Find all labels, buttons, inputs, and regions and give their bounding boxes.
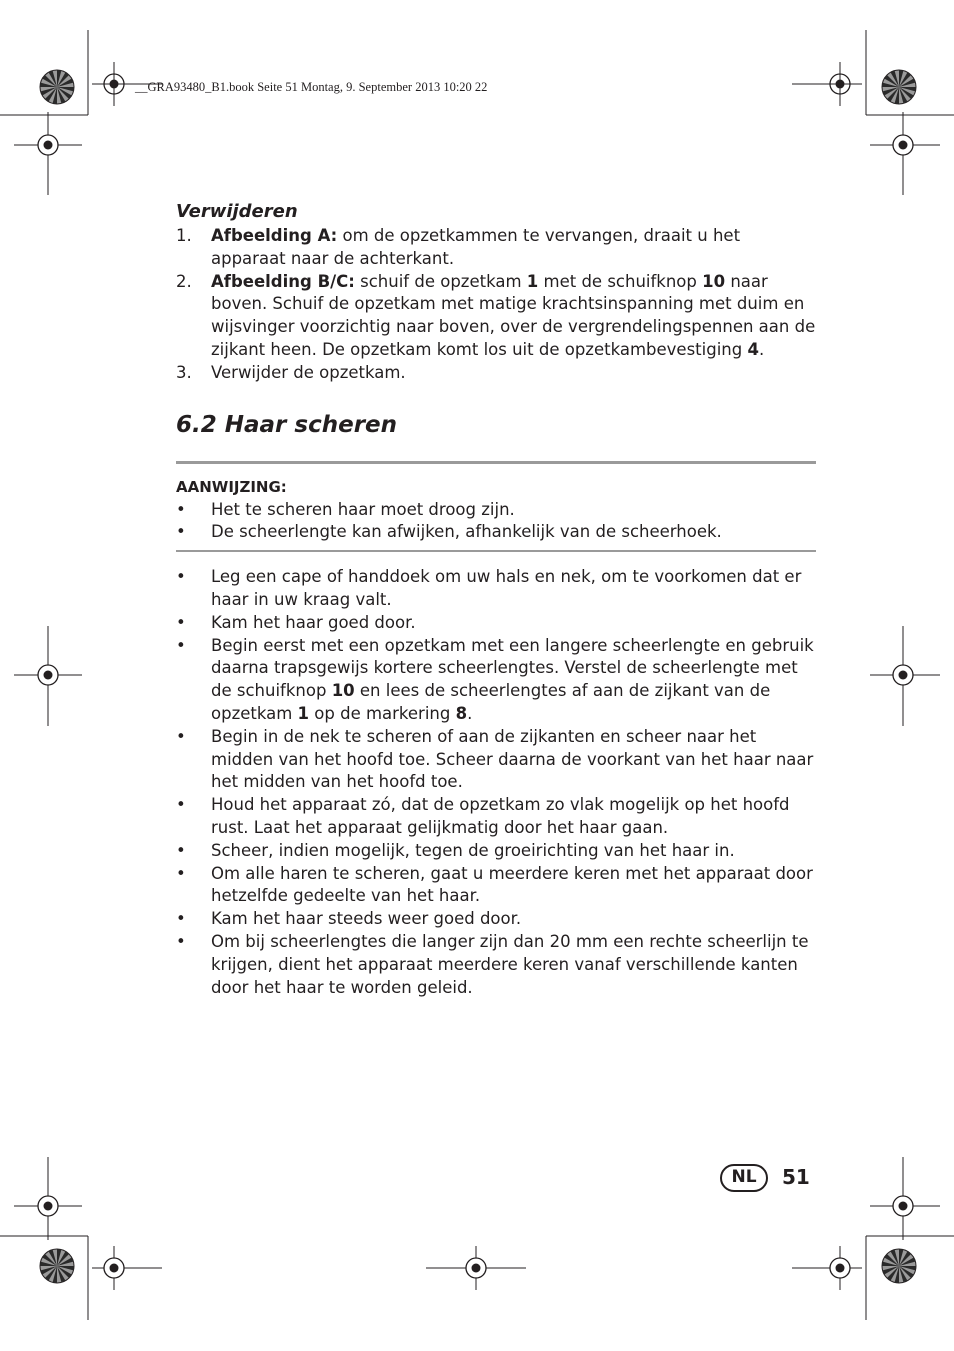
instruction-item bbox=[176, 931, 816, 999]
removal-steps-list bbox=[176, 225, 816, 385]
section-heading: 6.2 Haar scheren bbox=[176, 411, 398, 438]
removal-step bbox=[176, 225, 816, 271]
list-item-text: Begin eerst met een opzetkam met een langere scheerlengte en gebruik daarna trapsgewijs kortere scheerlengtes. Verstel de scheerlengte met de schuifknop 10 en lees de scheerlengtes af aan de zijkant van de opzetkam 1 op de markering 8. bbox=[211, 635, 814, 723]
removal-step bbox=[176, 362, 816, 385]
list-item-text: Het te scheren haar moet droog zijn. bbox=[211, 499, 515, 519]
list-marker: • bbox=[176, 863, 186, 883]
note-item bbox=[176, 521, 816, 544]
list-item-text: Leg een cape of handdoek om uw hals en nek, om te voorkomen dat er haar in uw kraag valt. bbox=[211, 567, 802, 609]
instruction-item bbox=[176, 863, 816, 909]
instruction-item bbox=[176, 908, 816, 931]
instructions-list bbox=[176, 566, 816, 999]
list-item-text: Kam het haar goed door. bbox=[211, 612, 416, 632]
list-marker: 2. bbox=[176, 271, 192, 291]
star-target bbox=[40, 70, 74, 104]
list-item-text: Verwijder de opzetkam. bbox=[211, 362, 406, 382]
instruction-item bbox=[176, 635, 816, 726]
star-target bbox=[40, 1249, 74, 1283]
list-marker: • bbox=[176, 567, 186, 587]
list-marker: • bbox=[176, 635, 186, 655]
list-marker: • bbox=[176, 522, 186, 542]
list-item-text: Om bij scheerlengtes die langer zijn dan 20 mm een rechte scheerlijn te krijgen, dient het apparaat meerdere keren vanaf verschillende kanten door het haar te worden geleid. bbox=[211, 931, 809, 997]
list-item-text: De scheerlengte kan afwijken, afhankelijk van de scheerhoek. bbox=[211, 522, 722, 542]
subsection-heading-verwijderen: Verwijderen bbox=[176, 201, 298, 222]
list-item-text: Scheer, indien mogelijk, tegen de groeirichting van het haar in. bbox=[211, 840, 735, 860]
note-title: AANWIJZING: bbox=[176, 477, 287, 496]
list-marker: • bbox=[176, 840, 186, 860]
list-marker: 1. bbox=[176, 226, 192, 245]
list-item-text: Begin in de nek te scheren of aan de zijkanten en scheer naar het midden van het hoofd toe. Scheer daarna de voorkant van het haar naar het midden van het hoofd toe. bbox=[211, 726, 814, 792]
language-badge: NL bbox=[720, 1164, 768, 1192]
list-item-text: Houd het apparaat zó, dat de opzetkam zo vlak mogelijk op het hoofd rust. Laat het apparaat gelijkmatig door het haar gaan. bbox=[211, 795, 790, 837]
print-slug-line: __GRA93480_B1.book Seite 51 Montag, 9. September 2013 10:20 22 bbox=[135, 80, 488, 94]
list-item-text: Kam het haar steeds weer goed door. bbox=[211, 909, 522, 929]
page-content bbox=[176, 199, 816, 999]
star-target bbox=[882, 70, 916, 104]
page-number: 51 bbox=[782, 1165, 810, 1189]
star-target bbox=[882, 1249, 916, 1283]
note-item bbox=[176, 499, 816, 522]
list-item-text: Afbeelding A: om de opzetkammen te vervangen, draait u het apparaat naar de achterkant. bbox=[211, 226, 741, 268]
list-marker: • bbox=[176, 612, 186, 632]
list-marker: 3. bbox=[176, 362, 192, 382]
list-marker: • bbox=[176, 726, 186, 746]
note-list bbox=[176, 499, 816, 545]
list-marker: • bbox=[176, 909, 186, 929]
list-marker: • bbox=[176, 795, 186, 815]
instruction-item bbox=[176, 612, 816, 635]
instruction-item bbox=[176, 566, 816, 612]
list-item-text: Om alle haren te scheren, gaat u meerdere keren met het apparaat door hetzelfde gedeelte van het haar. bbox=[211, 863, 813, 906]
list-marker: • bbox=[176, 931, 186, 951]
list-item-text: Afbeelding B/C: schuif de opzetkam 1 met de schuifknop 10 naar boven. Schuif de opzetkam met matige krachtsinspanning met duim en wijsvinger voorzichtig naar boven, over de vergrendelingspennen aan de zijkant heen. De opzetkam komt los uit de opzetkambevestiging 4. bbox=[211, 271, 816, 359]
instruction-item bbox=[176, 840, 816, 863]
list-marker: • bbox=[176, 499, 186, 519]
removal-step bbox=[176, 271, 816, 362]
note-box bbox=[176, 461, 816, 553]
instruction-item bbox=[176, 726, 816, 794]
instruction-item bbox=[176, 794, 816, 840]
